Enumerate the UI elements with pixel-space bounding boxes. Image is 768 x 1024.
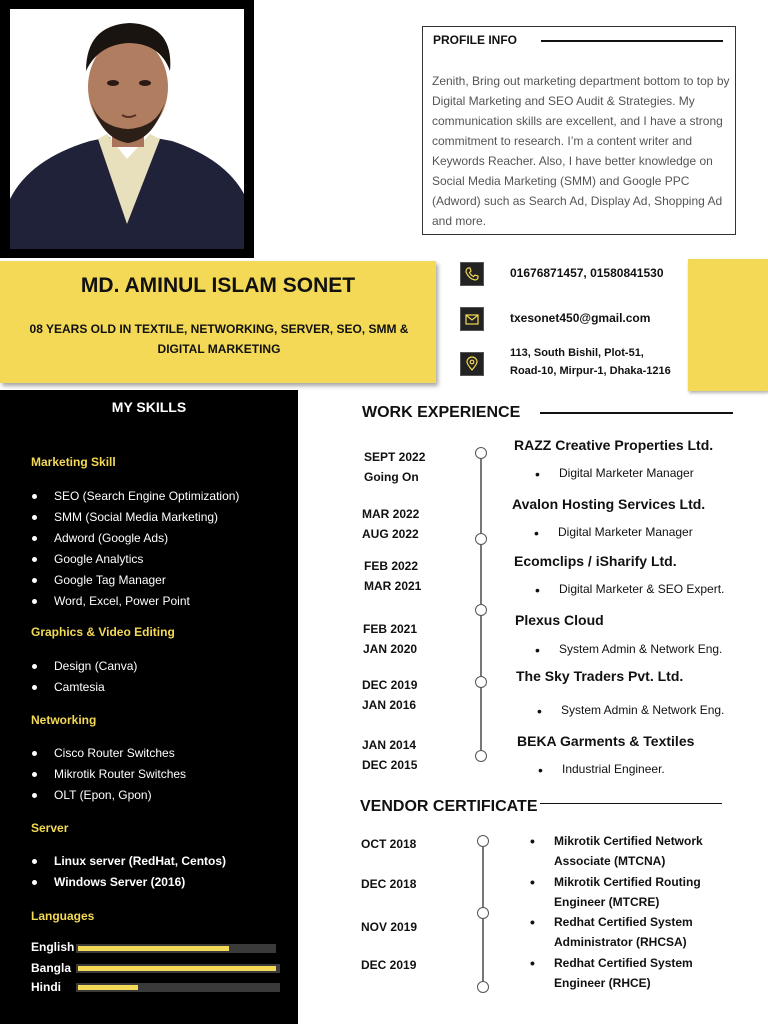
server-skill-list [31, 851, 226, 893]
skill-item: Camtesia [31, 677, 137, 698]
work-date-start: JAN 2014 [362, 738, 417, 752]
work-role: • Digital Marketer Manager [558, 525, 693, 539]
timeline-node [475, 533, 487, 545]
work-date-start: FEB 2021 [363, 622, 418, 636]
languages-heading: Languages [31, 909, 95, 923]
work-date-end: Going On [364, 470, 419, 484]
work-date-end: DEC 2015 [362, 758, 418, 772]
language-bar [76, 944, 276, 953]
work-role: • Industrial Engineer. [562, 762, 665, 776]
certificate-item: • Redhat Certified System Administrator (RHCSA) [554, 912, 744, 952]
location-pin-icon [460, 352, 484, 376]
decorative-yellow-block [688, 259, 768, 391]
certificate-item: • Redhat Certified System Engineer (RHCE) [554, 953, 744, 993]
work-role: • Digital Marketer Manager [559, 466, 694, 480]
contact-phone: 01676871457, 01580841530 [510, 266, 664, 280]
cert-date: NOV 2019 [361, 920, 418, 934]
skill-item: Linux server (RedHat, Centos) [31, 851, 226, 872]
work-date-end: JAN 2020 [363, 642, 418, 656]
work-company: Plexus Cloud [515, 612, 604, 628]
timeline-node [477, 907, 489, 919]
work-experience-rule [540, 412, 733, 414]
tagline: 08 YEARS OLD IN TEXTILE, NETWORKING, SERVER, SEO, SMM & DIGITAL MARKETING [29, 322, 409, 356]
work-date-end: AUG 2022 [362, 527, 419, 541]
profile-info-title: PROFILE INFO [433, 33, 517, 47]
work-experience-title: WORK EXPERIENCE [362, 404, 521, 421]
work-company: Ecomclips / iSharify Ltd. [514, 553, 677, 569]
language-bar-fill [78, 966, 276, 971]
contact-address-line1: 113, South Bishil, Plot-51, [510, 347, 644, 359]
work-role: • Digital Marketer & SEO Expert. [559, 582, 724, 596]
full-name: MD. AMINUL ISLAM SONET [80, 274, 356, 297]
skill-item: Adword (Google Ads) [31, 528, 239, 549]
marketing-skill-list [31, 486, 239, 612]
work-role: • System Admin & Network Eng. [559, 642, 722, 656]
contact-address-line2: Road-10, Mirpur-1, Dhaka-1216 [510, 365, 671, 377]
timeline-node [475, 447, 487, 459]
skill-item: Word, Excel, Power Point [31, 591, 239, 612]
work-date-start: FEB 2022 [364, 559, 419, 573]
server-heading: Server [31, 821, 69, 835]
skill-item: Google Tag Manager [31, 570, 239, 591]
language-bar [76, 983, 280, 992]
work-company: The Sky Traders Pvt. Ltd. [516, 668, 684, 684]
marketing-skill-heading: Marketing Skill [31, 455, 116, 469]
skill-item: Windows Server (2016) [31, 872, 226, 893]
work-company: Avalon Hosting Services Ltd. [512, 496, 706, 512]
language-bar-fill [78, 946, 229, 951]
vendor-certificate-rule [540, 803, 722, 804]
skill-item: SEO (Search Engine Optimization) [31, 486, 239, 507]
profile-info-box [422, 26, 736, 235]
language-label: Bangla [31, 961, 72, 975]
cert-date: OCT 2018 [361, 837, 417, 851]
certificate-item: • Mikrotik Certified Network Associate (MTCNA) [554, 831, 744, 871]
work-date-end: MAR 2021 [364, 579, 422, 593]
name-banner [0, 261, 436, 383]
profile-photo-frame [0, 0, 254, 258]
language-bar-fill [78, 985, 138, 990]
timeline-node [477, 981, 489, 993]
work-date-end: JAN 2016 [362, 698, 417, 712]
profile-info-text: Zenith, Bring out marketing department bottom to top by Digital Marketing and SEO Audit & Strategies. My communication skills are excellent, and I have a strong commitment to research. I’m a content writer and Keywords Reacher. Also, I have better knowledge on Social Media Marketing (SMM) and Google PPC (Adword) such as Search Ad, Display Ad, Shopping Ad and more. [432, 74, 730, 228]
graphics-heading: Graphics & Video Editing [31, 625, 175, 639]
skills-sidebar [0, 390, 298, 1024]
timeline-node [475, 604, 487, 616]
language-bar [76, 964, 280, 973]
timeline-node [475, 750, 487, 762]
networking-skill-list [31, 743, 186, 806]
language-label: Hindi [31, 980, 61, 994]
work-role: • System Admin & Network Eng. [561, 703, 724, 717]
language-label: English [31, 940, 75, 954]
work-company: RAZZ Creative Properties Ltd. [514, 437, 714, 453]
graphics-skill-list [31, 656, 137, 698]
email-icon [460, 307, 484, 331]
skill-item: SMM (Social Media Marketing) [31, 507, 239, 528]
contact-email: txesonet450@gmail.com [510, 311, 651, 325]
cert-date: DEC 2019 [361, 958, 417, 972]
networking-heading: Networking [31, 713, 97, 727]
skill-item: Mikrotik Router Switches [31, 764, 186, 785]
timeline-node [477, 835, 489, 847]
skill-item: Cisco Router Switches [31, 743, 186, 764]
certificate-item: • Mikrotik Certified Routing Engineer (MTCRE) [554, 872, 744, 912]
profile-photo [10, 9, 244, 249]
profile-info-rule [541, 40, 723, 42]
cert-date: DEC 2018 [361, 877, 417, 891]
phone-icon [460, 262, 484, 286]
timeline-node [475, 676, 487, 688]
vendor-certificate-title: VENDOR CERTIFICATE [360, 798, 538, 815]
skill-item: Google Analytics [31, 549, 239, 570]
work-date-start: DEC 2019 [362, 678, 418, 692]
skill-item: Design (Canva) [31, 656, 137, 677]
work-date-start: SEPT 2022 [364, 450, 426, 464]
work-date-start: MAR 2022 [362, 507, 420, 521]
skills-title: MY SKILLS [111, 399, 187, 415]
skill-item: OLT (Epon, Gpon) [31, 785, 186, 806]
work-company: BEKA Garments & Textiles [517, 733, 695, 749]
